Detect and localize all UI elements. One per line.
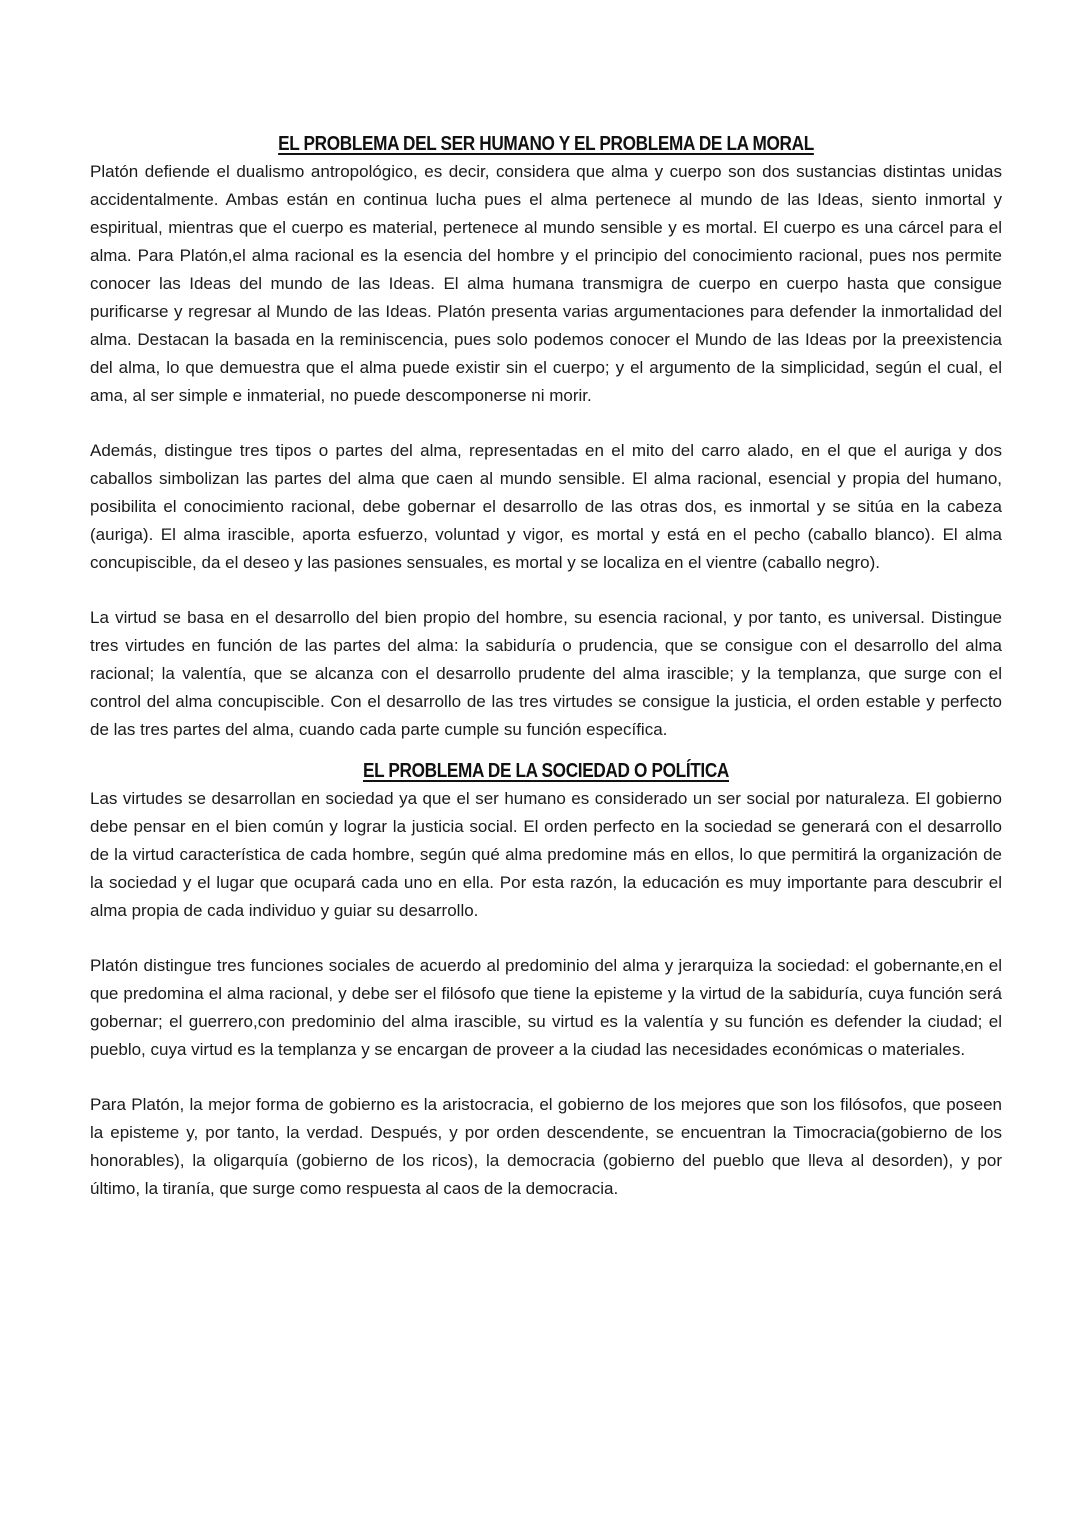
- paragraph-forms-of-government: Para Platón, la mejor forma de gobierno es la aristocracia, el gobierno de los mejores que son los filósofos, que poseen la episteme y, por tanto, la verdad. Después, y por orden descendente, se encuentran la Timocracia(gobierno de los honorables), la oligarquía (gobierno de los ricos), la democracia (gobierno del pueblo que lleva al desorden), y por último, la tiranía, que surge como respuesta al caos de la democracia.: [90, 1095, 1002, 1198]
- paragraph-society-virtues: Las virtudes se desarrollan en sociedad ya que el ser humano es considerado un ser social por naturaleza. El gobierno debe pensar en el bien común y lograr la justicia social. El orden perfecto en la sociedad se generará con el desarrollo de la virtud característica de cada hombre, según qué alma predomine más en ellos, lo que permitirá la organización de la sociedad y el lugar que ocupará cada uno en ella. Por esta razón, la educación es muy importante para descubrir el alma propia de cada individuo y guiar su desarrollo.: [90, 789, 1002, 920]
- section-title-society-politics: EL PROBLEMA DE LA SOCIEDAD O POLÍTICA: [362, 760, 730, 782]
- paragraph-virtue: La virtud se basa en el desarrollo del bien propio del hombre, su esencia racional, y por tanto, es universal. Distingue tres virtudes en función de las partes del alma: la sabiduría o prudencia, que se consigue con el desarrollo del alma racional; la valentía, que se alcanza con el desarrollo prudente del alma irascible; y la templanza, que surge con el control del alma concupiscible. Con el desarrollo de las tres virtudes se consigue la justicia, el orden estable y perfecto de las tres partes del alma, cuando cada parte cumple su función específica.: [90, 608, 1002, 739]
- section-title-human-moral: EL PROBLEMA DEL SER HUMANO Y EL PROBLEMA DE LA MORAL: [278, 133, 814, 155]
- paragraph-dualism: Platón defiende el dualismo antropológico, es decir, considera que alma y cuerpo son dos sustancias distintas unidas accidentalmente. Ambas están en continua lucha pues el alma pertenece al mundo de las Ideas, siento inmortal y espiritual, mientras que el cuerpo es material, pertenece al mundo sensible y es mortal. El cuerpo es una cárcel para el alma. Para Platón,el alma racional es la esencia del hombre y el principio del conocimiento racional, pues nos permite conocer las Ideas del mundo de las Ideas. El alma humana transmigra de cuerpo en cuerpo hasta que consigue purificarse y regresar al Mundo de las Ideas. Platón presenta varias argumentaciones para defender la inmortalidad del alma. Destacan la basada en la reminiscencia, pues solo podemos conocer el Mundo de las Ideas por la preexistencia del alma, lo que demuestra que el alma puede existir sin el cuerpo; y el argumento de la simplicidad, según el cual, el ama, al ser simple e inmaterial, no puede descomponerse ni morir.: [90, 162, 1002, 405]
- paragraph-soul-parts: Además, distingue tres tipos o partes del alma, representadas en el mito del carro alado, en el que el auriga y dos caballos simbolizan las partes del alma que caen al mundo sensible. El alma racional, esencial y propia del humano, posibilita el conocimiento racional, debe gobernar el desarrollo de las otras dos, es inmortal y se sitúa en la cabeza (auriga). El alma irascible, aporta esfuerzo, voluntad y vigor, es mortal y está en el pecho (caballo blanco). El alma concupiscible, da el deseo y las pasiones sensuales, es mortal y se localiza en el vientre (caballo negro).: [90, 441, 1002, 572]
- document-body: [90, 130, 1002, 1203]
- paragraph-social-functions: Platón distingue tres funciones sociales de acuerdo al predominio del alma y jerarquiza la sociedad: el gobernante,en el que predomina el alma racional, y debe ser el filósofo que tiene la episteme y la virtud de la sabiduría, cuya función será gobernar; el guerrero,con predominio del alma irascible, su virtud es la valentía y su función es defender la ciudad; el pueblo, cuya virtud es la templanza y se encargan de proveer a la ciudad las necesidades económicas o materiales.: [90, 956, 1002, 1059]
